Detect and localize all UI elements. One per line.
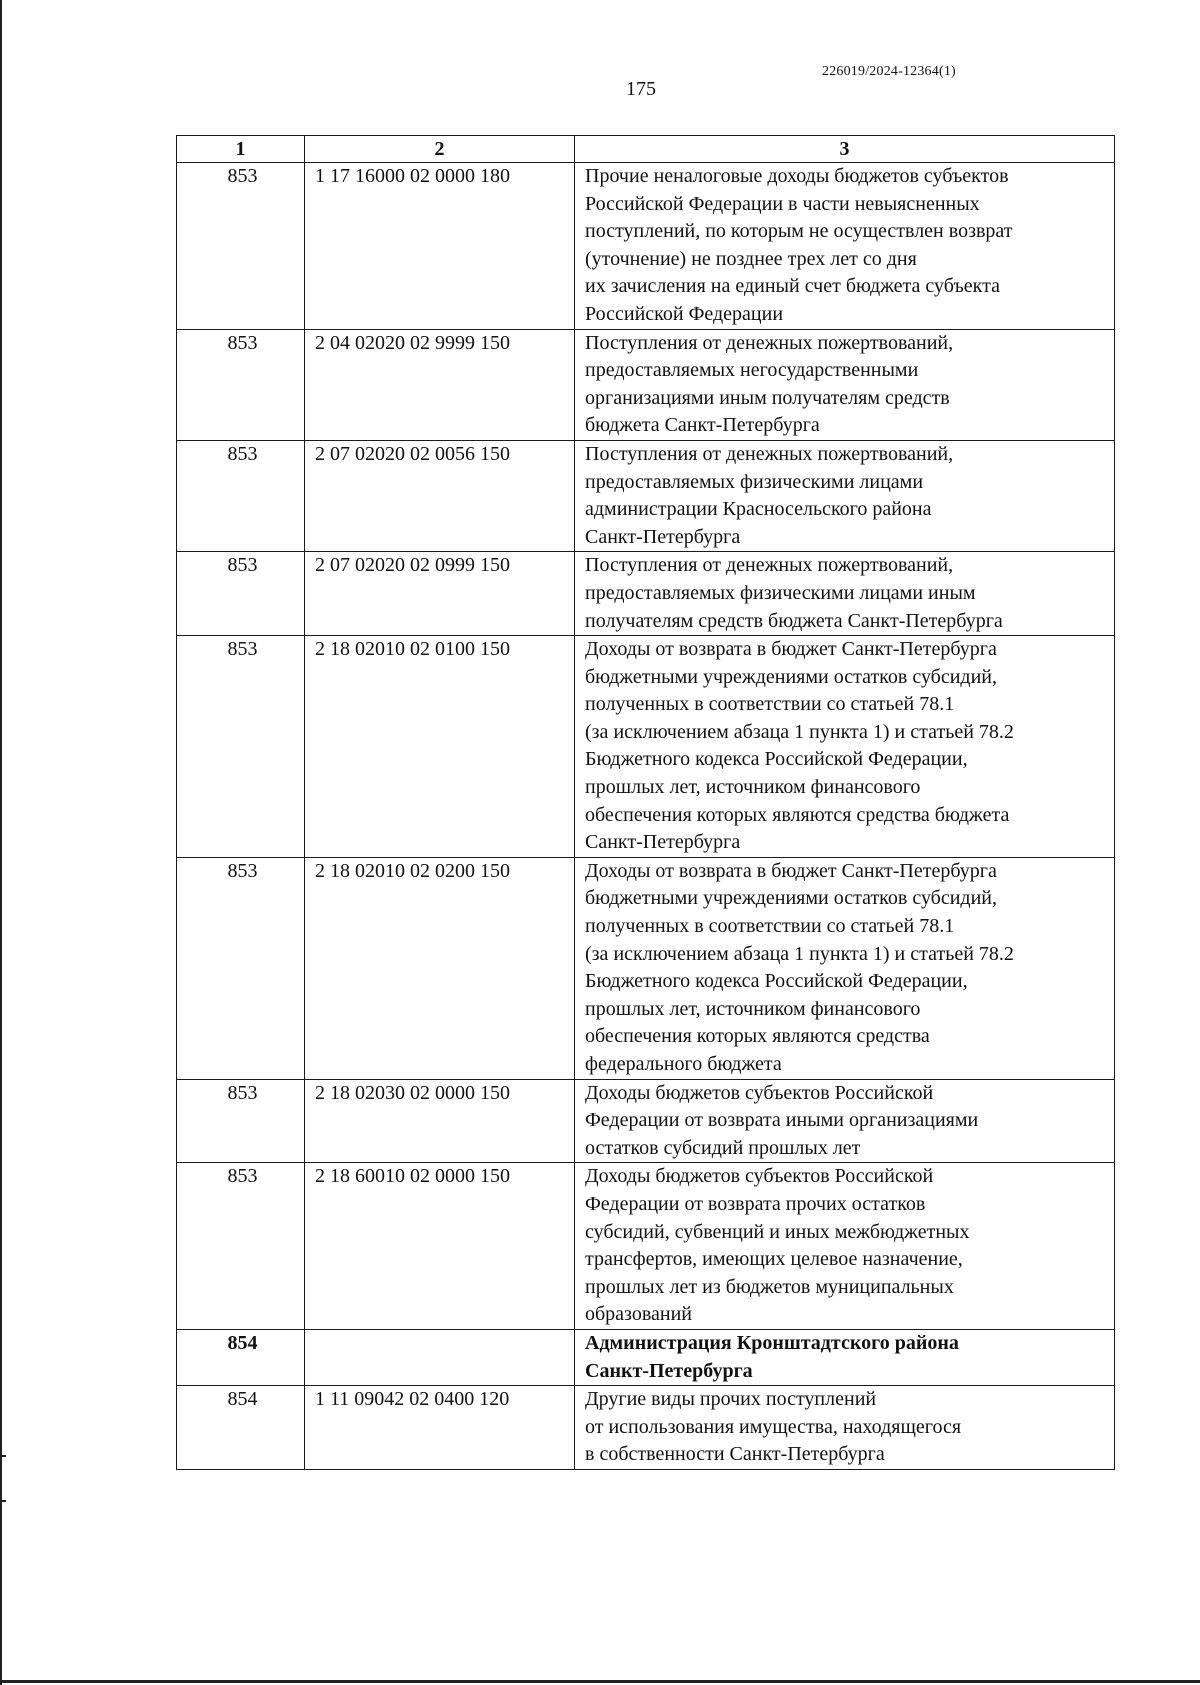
description-line: образований	[585, 1303, 693, 1326]
budget-code-cell: 2 04 02020 02 9999 150	[305, 329, 575, 440]
budget-code-cell: 1 11 09042 02 0400 120	[305, 1386, 575, 1470]
admin-code-cell: 853	[177, 440, 305, 551]
description-line: прошлых лет, источником финансового	[585, 776, 921, 799]
table-row	[177, 1163, 1115, 1330]
description-cell	[575, 1386, 1115, 1470]
description-cell	[575, 857, 1115, 1079]
table-body	[177, 163, 1115, 1470]
description-cell	[575, 329, 1115, 440]
page-edge-bottom	[0, 1680, 1200, 1683]
table-row	[177, 1386, 1115, 1470]
budget-code-cell: 2 07 02020 02 0999 150	[305, 552, 575, 636]
description-cell	[575, 440, 1115, 551]
description-line: предоставляемых негосударственными	[585, 359, 919, 382]
description-line: прошлых лет из бюджетов муниципальных	[585, 1275, 954, 1298]
description-line: получателям средств бюджета Санкт-Петербурга	[585, 609, 1003, 632]
description-line: Поступления от денежных пожертвований,	[585, 554, 954, 577]
description-line: Санкт-Петербурга	[585, 1359, 753, 1382]
table-row	[177, 1329, 1115, 1385]
description-line: Российской Федерации в части невыясненных	[585, 192, 980, 215]
description-cell	[575, 1163, 1115, 1330]
table-row	[177, 857, 1115, 1079]
description-cell	[575, 552, 1115, 636]
document-id: 226019/2024-12364(1)	[822, 64, 956, 79]
table-row	[177, 163, 1115, 330]
description-cell	[575, 1329, 1115, 1385]
description-line: Доходы от возврата в бюджет Санкт-Петербурга	[585, 859, 997, 882]
column-header-3: 3	[575, 136, 1115, 163]
description-line: Федерации от возврата прочих остатков	[585, 1192, 926, 1215]
page-number: 175	[626, 78, 656, 100]
description-line: поступлений, по которым не осуществлен возврат	[585, 220, 1013, 243]
description-line: Другие виды прочих поступлений	[585, 1388, 877, 1411]
description-line: предоставляемых физическими лицами иным	[585, 581, 976, 604]
description-line: Поступления от денежных пожертвований,	[585, 442, 954, 465]
description-line: Прочие неналоговые доходы бюджетов субъектов	[585, 165, 1009, 187]
table-row	[177, 440, 1115, 551]
table-row	[177, 1079, 1115, 1163]
description-line: Бюджетного кодекса Российской Федерации,	[585, 970, 968, 993]
description-line: полученных в соответствии со статьей 78.1	[585, 693, 955, 716]
budget-code-cell: 2 07 02020 02 0056 150	[305, 440, 575, 551]
admin-code-cell: 854	[177, 1329, 305, 1385]
description-line: бюджетными учреждениями остатков субсидий,	[585, 887, 998, 910]
table-header-row	[177, 136, 1115, 163]
admin-code-cell: 853	[177, 1163, 305, 1330]
admin-code-cell: 853	[177, 163, 305, 330]
description-line: обеспечения которых являются средства	[585, 1025, 930, 1048]
budget-code-cell	[305, 1329, 575, 1385]
description-line: (за исключением абзаца 1 пункта 1) и статьей 78.2	[585, 942, 1014, 965]
admin-code-cell: 854	[177, 1386, 305, 1470]
admin-code-cell: 853	[177, 1079, 305, 1163]
description-line: (за исключением абзаца 1 пункта 1) и статьей 78.2	[585, 720, 1014, 743]
description-line: Федерации от возврата иными организациями	[585, 1109, 979, 1132]
admin-code-cell: 853	[177, 329, 305, 440]
revenue-codes-table	[176, 135, 1115, 1470]
description-line: Бюджетного кодекса Российской Федерации,	[585, 748, 968, 771]
description-line: организациями иным получателям средств	[585, 386, 950, 409]
description-line: Российской Федерации	[585, 302, 784, 325]
description-line: трансфертов, имеющих целевое назначение,	[585, 1248, 963, 1271]
description-line: субсидий, субвенций и иных межбюджетных	[585, 1220, 970, 1243]
description-cell	[575, 636, 1115, 858]
description-line: Доходы бюджетов субъектов Российской	[585, 1081, 934, 1104]
description-line: предоставляемых физическими лицами	[585, 470, 924, 493]
description-line: бюджетными учреждениями остатков субсидий,	[585, 665, 998, 688]
budget-code-cell: 2 18 02010 02 0200 150	[305, 857, 575, 1079]
description-cell	[575, 1079, 1115, 1163]
budget-code-cell: 2 18 02030 02 0000 150	[305, 1079, 575, 1163]
description-line: администрации Красносельского района	[585, 498, 932, 521]
description-line: их зачисления на единый счет бюджета субъекта	[585, 275, 1000, 298]
admin-code-cell: 853	[177, 636, 305, 858]
budget-code-cell: 1 17 16000 02 0000 180	[305, 163, 575, 330]
description-line: Поступления от денежных пожертвований,	[585, 331, 954, 354]
description-line: Санкт-Петербурга	[585, 831, 741, 854]
description-line: остатков субсидий прошлых лет	[585, 1136, 861, 1159]
description-line: Доходы от возврата в бюджет Санкт-Петербурга	[585, 638, 997, 661]
page-edge-mark	[0, 1455, 6, 1457]
description-line: Администрация Кронштадтского района	[585, 1331, 959, 1354]
description-line: в собственности Санкт-Петербурга	[585, 1443, 885, 1466]
description-line: Доходы бюджетов субъектов Российской	[585, 1165, 934, 1188]
admin-code-cell: 853	[177, 857, 305, 1079]
column-header-1: 1	[177, 136, 305, 163]
description-line: прошлых лет, источником финансового	[585, 997, 921, 1020]
column-header-2: 2	[305, 136, 575, 163]
table-row	[177, 636, 1115, 858]
budget-code-cell: 2 18 60010 02 0000 150	[305, 1163, 575, 1330]
description-line: (уточнение) не позднее трех лет со дня	[585, 247, 917, 270]
admin-code-cell: 853	[177, 552, 305, 636]
description-line: бюджета Санкт-Петербурга	[585, 414, 820, 437]
table-row	[177, 329, 1115, 440]
description-line: полученных в соответствии со статьей 78.1	[585, 915, 955, 938]
description-line: обеспечения которых являются средства бюджета	[585, 803, 1010, 826]
page-edge-mark	[0, 1500, 6, 1502]
description-line: Санкт-Петербурга	[585, 525, 741, 548]
description-cell	[575, 163, 1115, 330]
table-row	[177, 552, 1115, 636]
description-line: федерального бюджета	[585, 1053, 782, 1075]
page-edge-left	[0, 0, 2, 1685]
description-line: от использования имущества, находящегося	[585, 1415, 962, 1438]
budget-code-cell: 2 18 02010 02 0100 150	[305, 636, 575, 858]
